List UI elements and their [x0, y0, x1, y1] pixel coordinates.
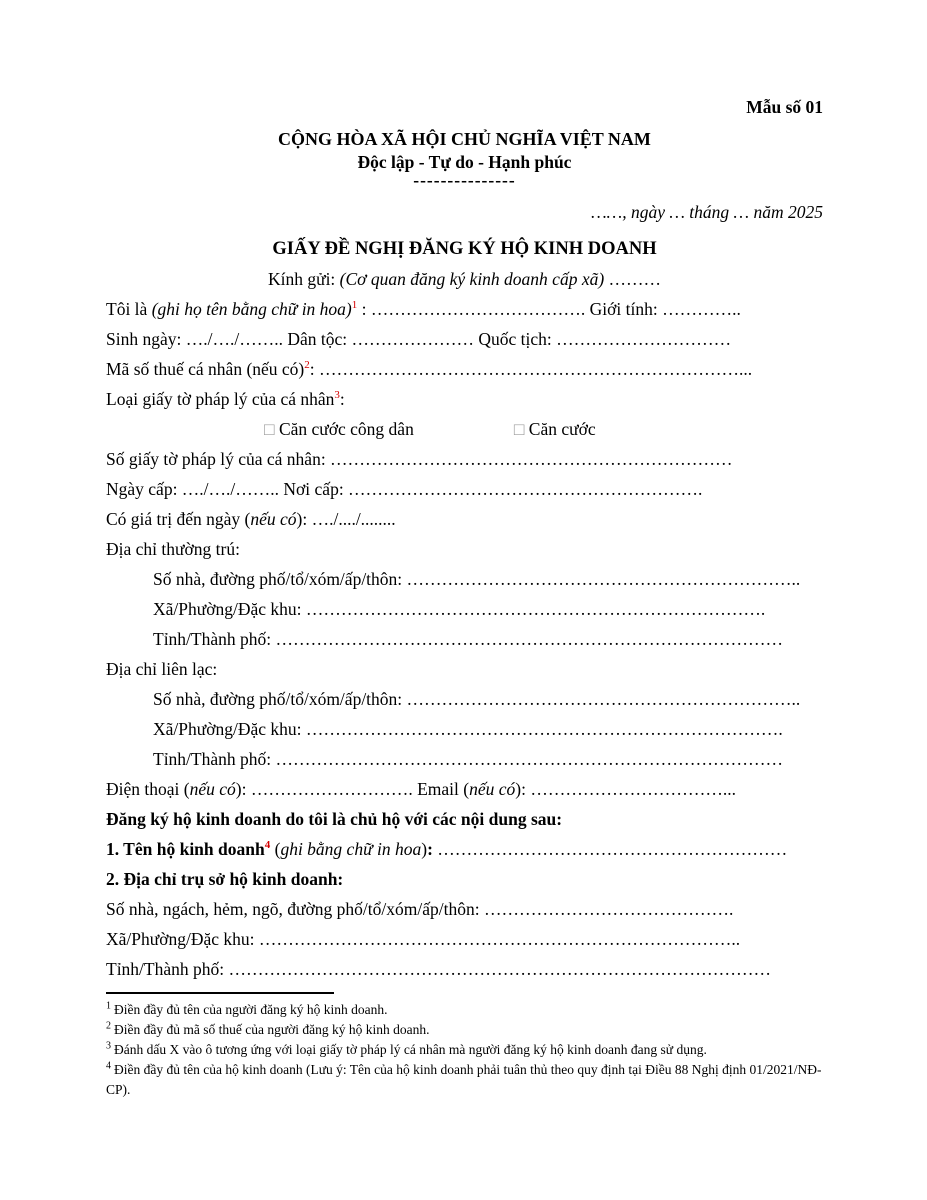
- checkbox-can-cuoc[interactable]: □: [513, 419, 529, 439]
- footnotes-section: [106, 992, 823, 1100]
- footnote-separator: [106, 992, 334, 994]
- ma-so-thue-line: [106, 354, 823, 384]
- text-segment: Loại giấy tờ pháp lý của cá nhân: [106, 389, 335, 409]
- footnote-2-marker: 2: [106, 1020, 111, 1032]
- footnote-2-text: Điền đầy đủ mã số thuế của người đăng ký hộ kinh doanh.: [114, 1022, 430, 1037]
- form-number: Mẫu số 01: [746, 97, 823, 117]
- text-segment: Số nhà, đường phố/tổ/xóm/ấp/thôn: …………………………………………………………..: [153, 689, 801, 709]
- national-header: CỘNG HÒA XÃ HỘI CHỦ NGHĨA VIỆT NAM: [278, 129, 651, 149]
- text-segment: 1: [351, 299, 358, 312]
- text-segment: Số giấy tờ pháp lý của cá nhân: ……………………………………………………………: [106, 449, 733, 469]
- checkbox-row: [106, 414, 823, 444]
- text-segment: Xã/Phường/Đặc khu: ……………………………………………………………………….: [153, 719, 783, 739]
- document-title: GIẤY ĐỀ NGHỊ ĐĂNG KÝ HỘ KINH DOANH: [272, 239, 657, 259]
- text-segment: Xã/Phường/Đặc khu: ………………………………………………………………………..: [106, 929, 741, 949]
- checkbox-label-can-cuoc-cong-dan: Căn cước công dân: [278, 419, 414, 439]
- text-segment: 3: [334, 389, 340, 402]
- footnote-1-marker: 1: [106, 1000, 111, 1012]
- text-segment: ghi bằng chữ in hoa: [280, 839, 422, 859]
- text-segment: Địa chỉ thường trú:: [106, 539, 240, 559]
- ll-tinh-line: [106, 744, 823, 774]
- text-segment: : ………………………………. Giới tính: …………..: [357, 299, 741, 319]
- text-segment: :: [339, 389, 345, 409]
- footnote-4-text: Điền đầy đủ tên của hộ kinh doanh (Lưu ý: Tên của hộ kinh doanh phải tuân thủ theo quy định tại Điều 88 Nghị định 01/2021/NĐ-CP).: [106, 1062, 822, 1097]
- national-motto: Độc lập - Tự do - Hạnh phúc: [357, 152, 572, 172]
- text-segment: Tỉnh/Thành phố: ……………………………………………………………………………: [153, 629, 783, 649]
- text-segment: (ghi họ tên bằng chữ in hoa): [151, 299, 352, 319]
- text-segment: Đăng ký hộ kinh doanh do tôi là chủ hộ với các nội dung sau:: [106, 809, 563, 829]
- text-segment: Xã/Phường/Đặc khu: …………………………………………………………………….: [153, 599, 766, 619]
- text-segment: (Cơ quan đăng ký kinh doanh cấp xã): [339, 269, 605, 289]
- text-segment: Số nhà, ngách, hẻm, ngõ, đường phố/tổ/xóm/ấp/thôn: …………………………………….: [106, 899, 734, 919]
- text-segment: ): [421, 839, 428, 859]
- footnote-3-marker: 3: [106, 1040, 111, 1052]
- text-segment: Ngày cấp: …./…./…….. Nơi cấp: …………………………………………………….: [106, 479, 703, 499]
- text-segment: Điện thoại (: [106, 779, 190, 799]
- salutation-line: [106, 264, 823, 294]
- co-gia-tri-line: [106, 504, 823, 534]
- text-segment: ): ……………………………...: [515, 779, 736, 799]
- text-segment: Số nhà, đường phố/tổ/xóm/ấp/thôn: …………………………………………………………..: [153, 569, 801, 589]
- text-segment: ………: [604, 269, 662, 289]
- text-segment: Tỉnh/Thành phố: ……………………………………………………………………………: [153, 749, 783, 769]
- form-body: [106, 264, 823, 984]
- footnote-2: [106, 1020, 823, 1040]
- footnote-4: [106, 1060, 823, 1100]
- footnote-3: [106, 1040, 823, 1060]
- sinh-ngay-line: [106, 324, 823, 354]
- text-segment: ): ………………………. Email (: [235, 779, 470, 799]
- loai-giay-to-line: [106, 384, 823, 414]
- text-segment: nếu có: [250, 509, 297, 529]
- text-segment: Tôi là: [106, 299, 152, 319]
- dang-ky-statement-line: [106, 804, 823, 834]
- footnote-1-text: Điền đầy đủ tên của người đăng ký hộ kinh doanh.: [114, 1002, 388, 1017]
- text-segment: (: [270, 839, 281, 859]
- ts-xa-phuong-line: [106, 924, 823, 954]
- text-segment: Có giá trị đến ngày (: [106, 509, 251, 529]
- ts-so-nha-line: [106, 894, 823, 924]
- ten-ho-kinh-doanh-line: [106, 834, 823, 864]
- tt-tinh-line: [106, 624, 823, 654]
- checkbox-label-can-cuoc: Căn cước: [528, 419, 596, 439]
- text-segment: :: [427, 839, 433, 859]
- text-segment: Kính gửi:: [267, 269, 340, 289]
- tt-xa-phuong-line: [106, 594, 823, 624]
- text-segment: 2: [304, 359, 310, 372]
- text-segment: Mã số thuế cá nhân (nếu có): [106, 359, 305, 379]
- text-segment: 4: [264, 839, 271, 852]
- footnote-3-text: Đánh dấu X vào ô tương ứng với loại giấy tờ pháp lý cá nhân mà người đăng ký hộ kinh doanh đang sử dụng.: [114, 1042, 707, 1057]
- text-segment: : ………………………………………………………………...: [309, 359, 753, 379]
- text-segment: Địa chỉ liên lạc:: [106, 659, 218, 679]
- so-giay-to-line: [106, 444, 823, 474]
- text-segment: ): …./..../........: [296, 509, 396, 529]
- ngay-cap-line: [106, 474, 823, 504]
- dia-chi-lien-lac-label: [106, 654, 823, 684]
- text-segment: 2. Địa chỉ trụ sở hộ kinh doanh:: [106, 869, 344, 889]
- checkbox-can-cuoc-cong-dan[interactable]: □: [264, 419, 279, 439]
- text-segment: nếu có: [189, 779, 236, 799]
- text-segment: 1. Tên hộ kinh doanh: [106, 839, 265, 859]
- text-segment: ……………………………………………………: [432, 839, 788, 859]
- text-segment: Sinh ngày: …./…./…….. Dân tộc: ………………… Quốc tịch: …………………………: [106, 329, 732, 349]
- footnote-4-marker: 4: [106, 1060, 111, 1072]
- dien-thoai-email-line: [106, 774, 823, 804]
- ts-tinh-line: [106, 954, 823, 984]
- dia-chi-tru-so-heading: [106, 864, 823, 894]
- header-divider: ---------------: [413, 170, 516, 190]
- ll-xa-phuong-line: [106, 714, 823, 744]
- tt-so-nha-line: [106, 564, 823, 594]
- dia-chi-thuong-tru-label: [106, 534, 823, 564]
- footnote-1: [106, 1000, 823, 1020]
- text-segment: nếu có: [469, 779, 516, 799]
- date-line: ……, ngày … tháng … năm 2025: [591, 202, 823, 222]
- ll-so-nha-line: [106, 684, 823, 714]
- text-segment: Tỉnh/Thành phố: …………………………………………………………………………………: [106, 959, 771, 979]
- toi-la-line: [106, 294, 823, 324]
